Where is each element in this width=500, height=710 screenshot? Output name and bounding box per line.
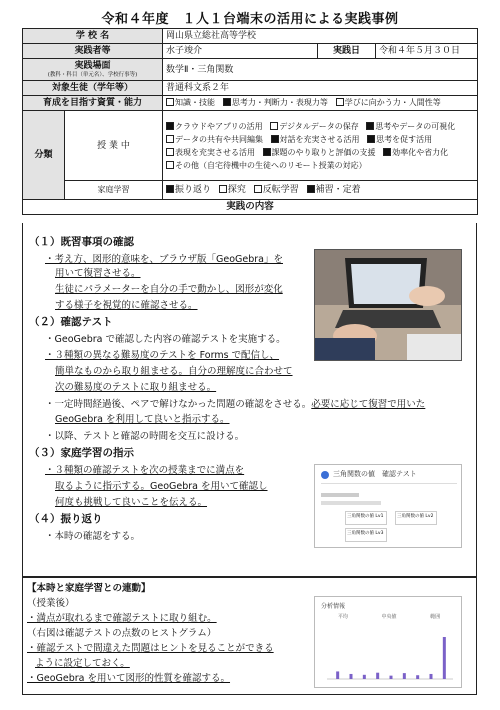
histogram-bar bbox=[363, 675, 366, 679]
home-option: 補習・定着 bbox=[307, 184, 361, 196]
homework-text: ・満点が取れるまで確認テストに取り組む。 bbox=[27, 613, 217, 624]
section-2-text: ・３種類の異なる難易度のテストを Forms で配信し、 bbox=[45, 350, 280, 361]
checkbox-icon bbox=[270, 122, 278, 130]
section-1-title: （１）既習事項の確認 bbox=[29, 236, 134, 248]
during-row bbox=[166, 159, 474, 172]
teacher-name: 水子竣介 bbox=[163, 44, 318, 59]
scene-label-text: 実践場面 bbox=[74, 61, 111, 71]
histogram-screenshot bbox=[314, 596, 462, 688]
target-label: 対象生徒（学年等） bbox=[23, 81, 163, 96]
histogram-bar bbox=[376, 673, 379, 679]
forms-card: 三角関数の値 Lv3 bbox=[345, 528, 387, 542]
classroom-photo-image bbox=[315, 250, 462, 361]
home-option: 反転学習 bbox=[254, 184, 299, 196]
histogram-bar bbox=[350, 674, 353, 679]
section-1-text: 生徒にパラメーターを自分の手で動かし、図形が変化 bbox=[55, 284, 283, 295]
checkbox-checked-icon bbox=[307, 185, 315, 193]
homework-text: ・GeoGebra を用いて図形的性質を確認する。 bbox=[27, 673, 231, 684]
forms-divider bbox=[321, 483, 457, 484]
histogram-bar bbox=[336, 671, 339, 679]
forms-card: 三角関数の値 Lv2 bbox=[395, 511, 437, 525]
section-3-text: ・３種類の確認テストを次の授業までに満点を bbox=[45, 465, 245, 476]
during-option: データの共有や共同編集 bbox=[166, 133, 263, 146]
during-option: 効率化や省力化 bbox=[383, 146, 448, 159]
teacher-label: 実践者等 bbox=[23, 44, 163, 59]
stat-label: 平均 bbox=[337, 614, 348, 620]
info-table bbox=[22, 28, 478, 215]
histogram-bar bbox=[430, 674, 433, 679]
histogram-title: 分析情報 bbox=[321, 603, 346, 610]
section-2-text: ・一定時間経過後、ペアで解けなかった問題の確認をさせる。必要に応じて復習で用いた bbox=[45, 399, 426, 410]
class-label: 分類 bbox=[23, 111, 65, 200]
section-2-text: 簡単なものから取り組ませる。自分の理解度に合わせて bbox=[55, 366, 293, 377]
during-row bbox=[166, 120, 474, 133]
stat-label: 範囲 bbox=[430, 614, 441, 620]
histogram-stats bbox=[321, 613, 457, 629]
checkbox-checked-icon bbox=[366, 122, 374, 130]
during-option: その他（自宅待機中の生徒へのリモート授業の対応） bbox=[166, 159, 367, 172]
section-2-text: ・以降、テストと確認の時間を交互に設ける。 bbox=[45, 431, 245, 442]
checkbox-icon bbox=[166, 135, 174, 143]
checkbox-checked-icon bbox=[271, 135, 279, 143]
date-label: 実践日 bbox=[318, 44, 376, 59]
home-label: 家庭学習 bbox=[65, 181, 163, 200]
school-label: 学 校 名 bbox=[23, 29, 163, 44]
forms-card: 三角関数の値 Lv1 bbox=[345, 511, 387, 525]
histogram-chart bbox=[321, 633, 457, 683]
checkbox-checked-icon bbox=[223, 98, 231, 106]
practice-date: 令和４年５月３０日 bbox=[376, 44, 478, 59]
during-option: 思考やデータの可視化 bbox=[366, 120, 455, 133]
homework-text: ・確認テストで間違えた問題はヒントを見ることができる bbox=[27, 643, 274, 654]
forms-text-placeholder bbox=[321, 493, 359, 497]
checkbox-icon bbox=[166, 161, 174, 169]
during-row bbox=[166, 146, 474, 159]
forms-title: 三角関数の値 確認テスト bbox=[333, 470, 417, 478]
histogram-bar bbox=[403, 673, 406, 679]
scene-label bbox=[23, 59, 163, 81]
during-option: 表現を充実させる活用 bbox=[166, 146, 255, 159]
ability-option: 思考力・判断力・表現力等 bbox=[223, 97, 328, 109]
section-2-title: （２）確認テスト bbox=[29, 316, 113, 328]
during-option: 課題のやり取りと評価の支援 bbox=[263, 146, 376, 159]
during-options bbox=[163, 111, 478, 181]
section-1-text: する様子を視覚的に確認させる。 bbox=[55, 300, 198, 311]
checkbox-icon bbox=[336, 98, 344, 106]
forms-test-screenshot bbox=[314, 464, 462, 548]
scene-label-sub: (教科・科目（単元名）、学校行事等) bbox=[47, 72, 138, 78]
section-2-text: GeoGebra を利用して良いと指示する。 bbox=[55, 414, 230, 425]
ability-options bbox=[163, 96, 478, 111]
checkbox-checked-icon bbox=[383, 148, 391, 156]
during-option: デジタルデータの保存 bbox=[270, 120, 359, 133]
classroom-photo bbox=[314, 249, 462, 361]
checkbox-icon bbox=[166, 148, 174, 156]
section-4-text: ・本時の確認をする。 bbox=[45, 531, 141, 542]
scene-value: 数学Ⅱ・三角関数 bbox=[163, 59, 478, 81]
ability-option: 学びに向かう力・人間性等 bbox=[336, 97, 441, 109]
histogram-bar bbox=[443, 637, 446, 679]
checkbox-icon bbox=[219, 185, 227, 193]
section-3-title: （３）家庭学習の指示 bbox=[29, 447, 134, 459]
section-2-text: ・GeoGebra で確認した内容の確認テストを実施する。 bbox=[45, 334, 286, 345]
during-row bbox=[166, 133, 474, 146]
content-section bbox=[22, 223, 477, 577]
homework-link-section bbox=[22, 577, 477, 695]
during-label: 授 業 中 bbox=[65, 111, 163, 181]
homework-text: （授業後） bbox=[27, 598, 75, 609]
forms-icon bbox=[321, 471, 329, 479]
during-option: 思考を促す活用 bbox=[367, 133, 432, 146]
during-option: クラウドやアプリの活用 bbox=[166, 120, 263, 133]
histogram-bar bbox=[390, 676, 393, 679]
page-title: 令和４年度 １人１台端末の活用による実践事例 bbox=[101, 12, 399, 27]
checkbox-checked-icon bbox=[166, 185, 174, 193]
home-option: 探究 bbox=[219, 184, 246, 196]
forms-text-placeholder bbox=[321, 501, 381, 505]
target-value: 普通科文系２年 bbox=[163, 81, 478, 96]
ability-option: 知識・技能 bbox=[166, 97, 215, 109]
during-option: 対話を充実させる活用 bbox=[271, 133, 360, 146]
homework-text: ように設定しておく。 bbox=[35, 658, 130, 669]
ability-label: 育成を目指す資質・能力 bbox=[23, 96, 163, 111]
section-1-text: 用いて復習させる。 bbox=[55, 268, 141, 279]
histogram-bar bbox=[416, 675, 419, 679]
checkbox-checked-icon bbox=[166, 122, 174, 130]
checkbox-icon bbox=[166, 98, 174, 106]
home-option: 振り返り bbox=[166, 184, 211, 196]
checkbox-icon bbox=[254, 185, 262, 193]
section-3-text: 何度も挑戦して良いことを伝える。 bbox=[55, 497, 208, 508]
checkbox-checked-icon bbox=[263, 148, 271, 156]
stat-label: 中央値 bbox=[381, 614, 397, 620]
content-header: 実践の内容 bbox=[23, 200, 478, 215]
section-1-text: ・考え方、図形的意味を、ブラウザ版「GeoGebra」を bbox=[45, 254, 283, 265]
home-options bbox=[163, 181, 478, 200]
homework-title: 【本時と家庭学習との連動】 bbox=[27, 583, 151, 594]
section-2-text: 次の難易度のテストに取り組ませる。 bbox=[55, 382, 217, 393]
homework-text: （右図は確認テストの点数のヒストグラム） bbox=[27, 628, 217, 639]
school-name: 岡山県立総社高等学校 bbox=[163, 29, 478, 44]
section-4-title: （４）振り返り bbox=[29, 513, 103, 525]
section-3-text: 取るように指示する。GeoGebra を用いて確認し bbox=[55, 481, 268, 492]
checkbox-checked-icon bbox=[367, 135, 375, 143]
